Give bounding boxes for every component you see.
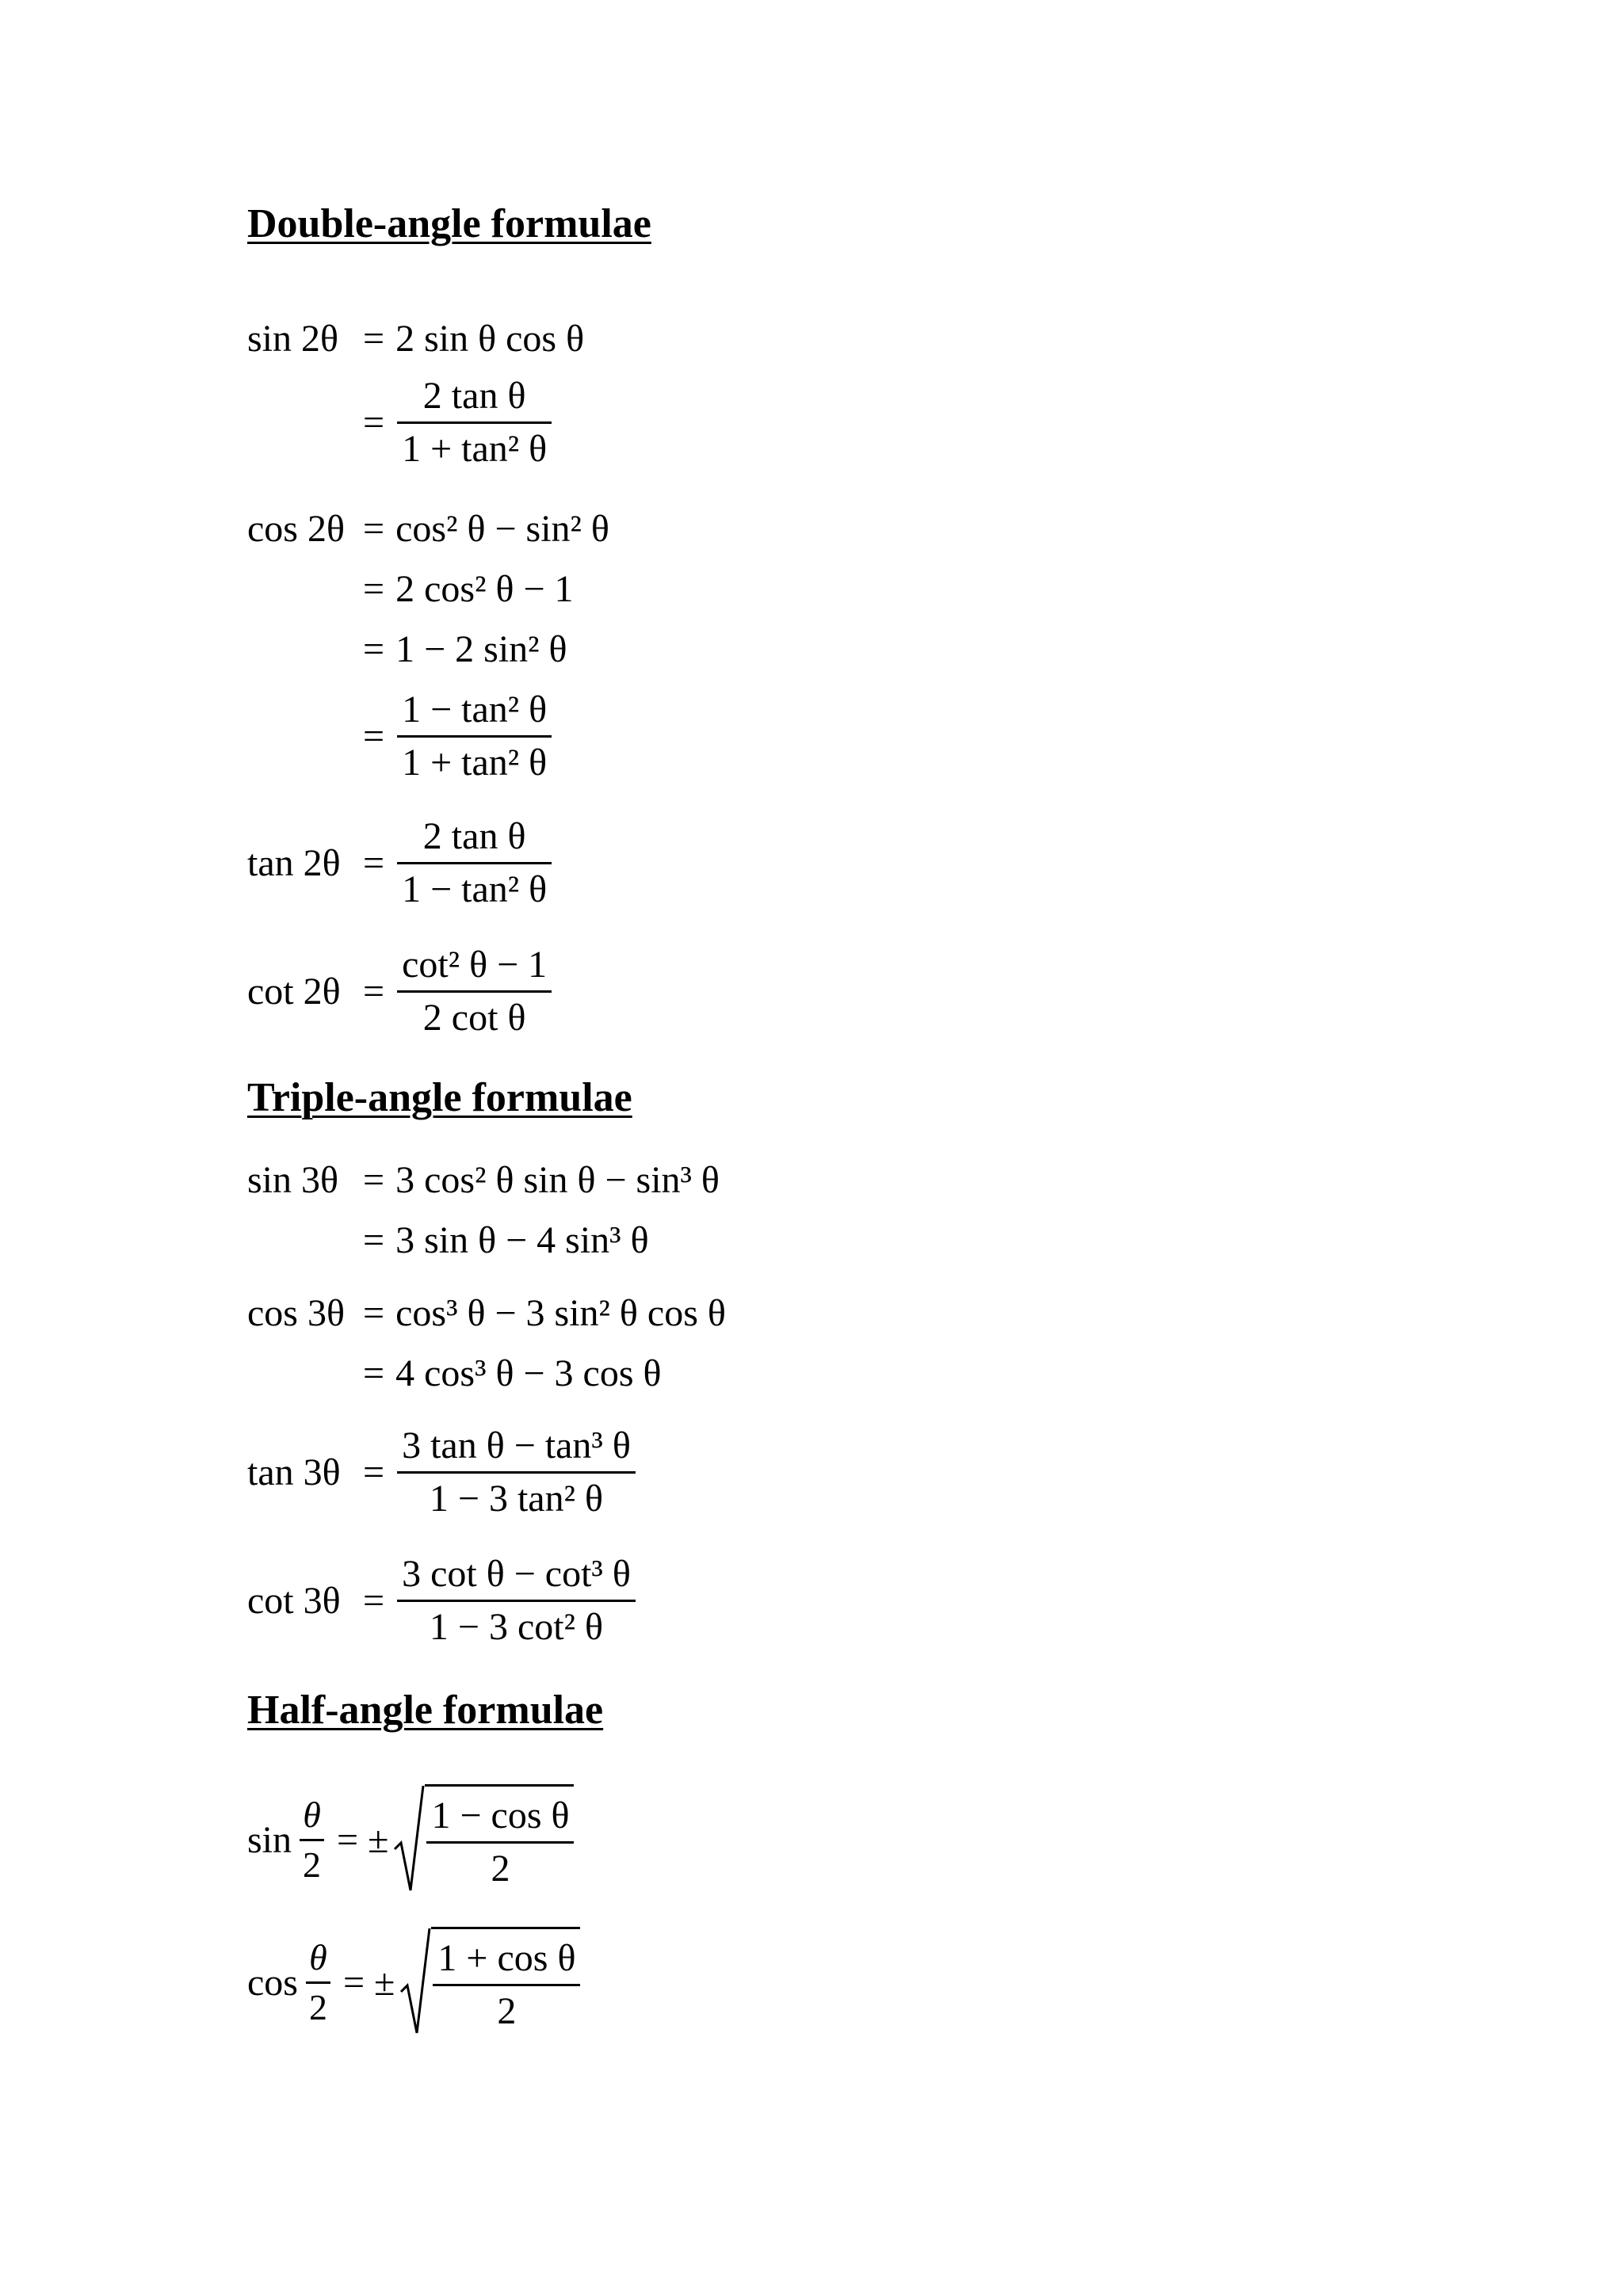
fraction-bar [397,862,552,864]
triple-cot-line [247,1550,636,1651]
radical-sign-icon [393,1784,425,1895]
triple-tan-line [247,1422,636,1523]
fraction-numerator: 1 − tan² θ [402,688,548,730]
equals-sign: = [363,1219,385,1261]
half-cos-sqrt [399,1927,580,2038]
half-cos-line [247,1927,580,2038]
double-cos-line-1 [247,507,609,551]
equals-sign: = [363,971,385,1013]
triple-sin-rhs-2: 3 sin θ − 4 sin³ θ [395,1219,649,1261]
double-tan-fraction [397,813,552,913]
fraction-numerator: θ [303,1794,321,1836]
equals-sign: = [363,1451,385,1493]
fraction-bar [397,421,552,424]
fraction-numerator: θ [309,1937,327,1978]
equals-sign: = [363,628,385,670]
fraction-bar [397,990,552,993]
fraction-numerator: 1 − cos θ [431,1794,570,1836]
double-cot-fraction [397,941,552,1042]
double-cos-line-2 [247,567,574,611]
fraction-denominator: 1 − 3 cot² θ [429,1606,603,1648]
fraction-bar [397,735,552,738]
double-sin-line-2 [247,372,552,473]
fraction-denominator: 1 − 3 tan² θ [429,1478,603,1520]
equals-sign: = [363,1352,385,1394]
double-cos-fraction [397,686,552,787]
triple-sin-rhs-1: 3 cos² θ sin θ − sin³ θ [395,1159,720,1201]
plus-minus: = ± [337,1818,389,1861]
fraction-denominator: 1 − tan² θ [402,868,548,910]
half-sin-root-fraction [426,1792,574,1893]
triple-cos-line-2 [247,1352,662,1395]
double-tan-line [247,813,552,913]
fraction-bar [300,1839,324,1841]
fraction-denominator: 1 + tan² θ [402,742,548,784]
fraction-bar [306,1981,330,1984]
triple-tan-fraction [397,1422,636,1523]
radical-sign-icon [399,1927,431,2038]
half-cos-angle-fraction [306,1936,330,2028]
fraction-denominator: 2 cot θ [422,997,526,1039]
fraction-denominator: 1 + tan² θ [402,428,548,470]
fraction-denominator: 2 [303,1844,322,1885]
half-sin-fn: sin [247,1818,292,1861]
equals-sign: = [363,1159,385,1201]
fraction-bar [397,1600,636,1602]
fraction-denominator: 2 [497,1990,517,2032]
heading-half-angle: Half-angle formulae [247,1688,604,1733]
half-cos-fn: cos [247,1961,298,2004]
double-cos-rhs-2: 2 cos² θ − 1 [395,568,574,610]
half-sin-angle-fraction [300,1793,324,1886]
double-cos-rhs-3: 1 − 2 sin² θ [395,628,567,670]
double-cos-lhs: cos 2θ [247,508,345,550]
double-sin-lhs: sin 2θ [247,318,339,360]
triple-cos-rhs-1: cos³ θ − 3 sin² θ cos θ [395,1292,726,1334]
equals-sign: = [363,402,385,444]
equals-sign: = [363,568,385,610]
fraction-numerator: 1 + cos θ [437,1937,576,1979]
double-cot-lhs: cot 2θ [247,971,341,1013]
fraction-denominator: 2 [491,1848,510,1890]
half-sin-line [247,1784,574,1895]
fraction-numerator: 2 tan θ [422,815,526,857]
double-sin-rhs-1: 2 sin θ cos θ [395,318,585,360]
triple-sin-lhs: sin 3θ [247,1159,339,1201]
triple-cos-line-1 [247,1291,726,1335]
triple-sin-line-1 [247,1158,720,1202]
triple-cos-lhs: cos 3θ [247,1292,345,1334]
fraction-denominator: 2 [308,1986,327,2027]
triple-tan-lhs: tan 3θ [247,1451,341,1493]
heading-double-angle: Double-angle formulae [247,201,651,246]
double-cos-line-4 [247,686,552,787]
fraction-numerator: 3 tan θ − tan³ θ [402,1425,631,1466]
double-cos-line-3 [247,627,567,671]
heading-triple-angle: Triple-angle formulae [247,1075,632,1120]
fraction-numerator: cot² θ − 1 [402,944,548,986]
fraction-bar [426,1841,574,1844]
fraction-numerator: 3 cot θ − cot³ θ [402,1553,631,1595]
double-sin-fraction [397,372,552,473]
triple-sin-line-2 [247,1219,649,1262]
equals-sign: = [363,1292,385,1334]
half-sin-sqrt [393,1784,574,1895]
equals-sign: = [363,1580,385,1622]
equals-sign: = [363,318,385,360]
half-cos-root-fraction [433,1935,580,2035]
equals-sign: = [363,715,385,757]
fraction-bar [397,1471,636,1474]
double-cos-rhs-1: cos² θ − sin² θ [395,508,609,550]
fraction-bar [433,1984,580,1986]
double-cot-line [247,941,552,1042]
triple-cos-rhs-2: 4 cos³ θ − 3 cos θ [395,1352,662,1394]
fraction-numerator: 2 tan θ [422,375,526,417]
double-tan-lhs: tan 2θ [247,842,341,884]
equals-sign: = [363,508,385,550]
plus-minus: = ± [342,1961,395,2004]
triple-cot-fraction [397,1550,636,1651]
equals-sign: = [363,842,385,884]
double-sin-line-1 [247,317,584,360]
triple-cot-lhs: cot 3θ [247,1580,341,1622]
